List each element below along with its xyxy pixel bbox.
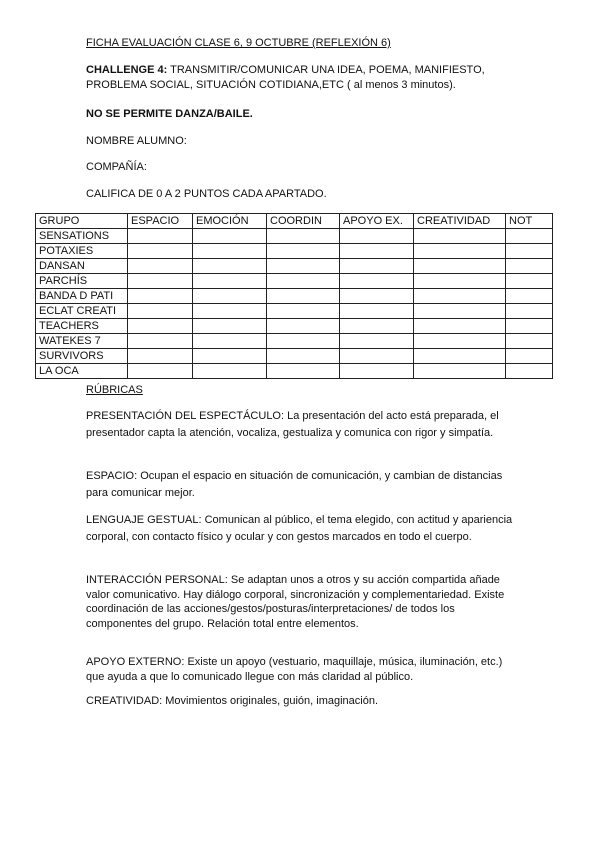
score-cell[interactable] — [506, 259, 553, 274]
score-cell[interactable] — [506, 289, 553, 304]
score-cell[interactable] — [340, 319, 414, 334]
table-header-row — [36, 214, 553, 229]
score-cell[interactable] — [193, 289, 267, 304]
score-cell[interactable] — [340, 304, 414, 319]
group-name-cell: TEACHERS — [36, 319, 128, 334]
score-cell[interactable] — [193, 244, 267, 259]
header-coordin: COORDIN — [267, 214, 340, 229]
score-cell[interactable] — [340, 259, 414, 274]
score-cell[interactable] — [193, 364, 267, 379]
score-cell[interactable] — [506, 349, 553, 364]
score-cell[interactable] — [414, 274, 506, 289]
score-cell[interactable] — [267, 229, 340, 244]
header-nota: NOT — [506, 214, 553, 229]
score-cell[interactable] — [506, 274, 553, 289]
no-dance-notice: NO SE PERMITE DANZA/BAILE. — [86, 108, 253, 120]
score-cell[interactable] — [267, 334, 340, 349]
group-name-cell: BANDA D PATI — [36, 289, 128, 304]
table-row — [36, 364, 553, 379]
score-cell[interactable] — [128, 319, 193, 334]
score-cell[interactable] — [128, 259, 193, 274]
table-row — [36, 304, 553, 319]
rubric-space: ESPACIO: Ocupan el espacio en situación de comunicación, y cambian de distancias para comunicar mejor. — [86, 470, 503, 499]
grading-table — [35, 213, 553, 379]
score-cell[interactable] — [414, 319, 506, 334]
score-cell[interactable] — [340, 274, 414, 289]
score-cell[interactable] — [128, 289, 193, 304]
score-cell[interactable] — [128, 229, 193, 244]
score-cell[interactable] — [128, 334, 193, 349]
header-apoyo: APOYO EX. — [340, 214, 414, 229]
score-cell[interactable] — [128, 244, 193, 259]
group-name-cell: DANSAN — [36, 259, 128, 274]
challenge-text: TRANSMITIR/COMUNICAR UNA IDEA, POEMA, MANIFIESTO, PROBLEMA SOCIAL, SITUACIÓN COTIDIANA,ETC ( al menos 3 minutos). — [86, 64, 485, 91]
score-cell[interactable] — [340, 289, 414, 304]
score-cell[interactable] — [506, 229, 553, 244]
page-title: FICHA EVALUACIÓN CLASE 6, 9 OCTUBRE (REFLEXIÓN 6) — [86, 37, 391, 49]
score-cell[interactable] — [414, 289, 506, 304]
score-cell[interactable] — [128, 364, 193, 379]
group-name-cell: WATEKES 7 — [36, 334, 128, 349]
rubric-external-support: APOYO EXTERNO: Existe un apoyo (vestuario, maquillaje, música, iluminación, etc.) que ayuda a que lo comunicado llegue con más claridad al público. — [86, 656, 503, 683]
table-row — [36, 244, 553, 259]
group-name-cell: SENSATIONS — [36, 229, 128, 244]
score-cell[interactable] — [267, 349, 340, 364]
score-cell[interactable] — [414, 364, 506, 379]
score-cell[interactable] — [267, 364, 340, 379]
score-cell[interactable] — [193, 349, 267, 364]
table-row — [36, 319, 553, 334]
grading-instructions: CALIFICA DE 0 A 2 PUNTOS CADA APARTADO. — [86, 188, 327, 200]
table-row — [36, 259, 553, 274]
score-cell[interactable] — [414, 229, 506, 244]
challenge-description — [86, 63, 526, 93]
rubric-creativity: CREATIVIDAD: Movimientos originales, guión, imaginación. — [86, 695, 379, 707]
score-cell[interactable] — [267, 319, 340, 334]
header-grupo: GRUPO — [36, 214, 128, 229]
score-cell[interactable] — [267, 304, 340, 319]
table-row — [36, 274, 553, 289]
score-cell[interactable] — [414, 349, 506, 364]
score-cell[interactable] — [506, 364, 553, 379]
group-name-cell: POTAXIES — [36, 244, 128, 259]
score-cell[interactable] — [128, 304, 193, 319]
table-row — [36, 229, 553, 244]
score-cell[interactable] — [506, 319, 553, 334]
score-cell[interactable] — [267, 289, 340, 304]
score-cell[interactable] — [193, 334, 267, 349]
score-cell[interactable] — [414, 259, 506, 274]
header-emocion: EMOCIÓN — [193, 214, 267, 229]
score-cell[interactable] — [193, 274, 267, 289]
rubric-personal-interaction: INTERACCIÓN PERSONAL: Se adaptan unos a otros y su acción compartida añade valor comunicativo. Hay diálogo corporal, sincronización y complementariedad. Existe coordinación de las acciones/gestos/posturas/interpretaciones/ de todos los componentes del grupo. Relación total entre elementos. — [86, 574, 505, 630]
score-cell[interactable] — [267, 259, 340, 274]
score-cell[interactable] — [414, 244, 506, 259]
score-cell[interactable] — [506, 244, 553, 259]
score-cell[interactable] — [414, 304, 506, 319]
table-row — [36, 334, 553, 349]
score-cell[interactable] — [340, 364, 414, 379]
group-name-cell: LA OCA — [36, 364, 128, 379]
score-cell[interactable] — [267, 274, 340, 289]
group-name-cell: ECLAT CREATI — [36, 304, 128, 319]
table-row — [36, 349, 553, 364]
score-cell[interactable] — [340, 229, 414, 244]
header-creatividad: CREATIVIDAD — [414, 214, 506, 229]
score-cell[interactable] — [128, 349, 193, 364]
rubric-presentation: PRESENTACIÓN DEL ESPECTÁCULO: La presentación del acto está preparada, el presentador capta la atención, vocaliza, gestualiza y comunica con rigor y simpatía. — [86, 410, 499, 439]
score-cell[interactable] — [340, 334, 414, 349]
score-cell[interactable] — [193, 259, 267, 274]
rubric-gestural-language: LENGUAJE GESTUAL: Comunican al público, el tema elegido, con actitud y apariencia corporal, con contacto físico y ocular y con gestos marcados en todo el cuerpo. — [86, 514, 513, 543]
score-cell[interactable] — [193, 304, 267, 319]
header-espacio: ESPACIO — [128, 214, 193, 229]
score-cell[interactable] — [414, 334, 506, 349]
challenge-label: CHALLENGE 4: — [86, 64, 168, 76]
score-cell[interactable] — [193, 229, 267, 244]
score-cell[interactable] — [193, 319, 267, 334]
group-name-cell: PARCHÍS — [36, 274, 128, 289]
score-cell[interactable] — [506, 304, 553, 319]
score-cell[interactable] — [340, 244, 414, 259]
score-cell[interactable] — [340, 349, 414, 364]
score-cell[interactable] — [267, 244, 340, 259]
student-name-label: NOMBRE ALUMNO: — [86, 135, 187, 147]
score-cell[interactable] — [506, 334, 553, 349]
score-cell[interactable] — [128, 274, 193, 289]
group-name-cell: SURVIVORS — [36, 349, 128, 364]
rubrics-title: RÚBRICAS — [86, 384, 143, 396]
company-label: COMPAÑÍA: — [86, 161, 147, 173]
table-row — [36, 289, 553, 304]
